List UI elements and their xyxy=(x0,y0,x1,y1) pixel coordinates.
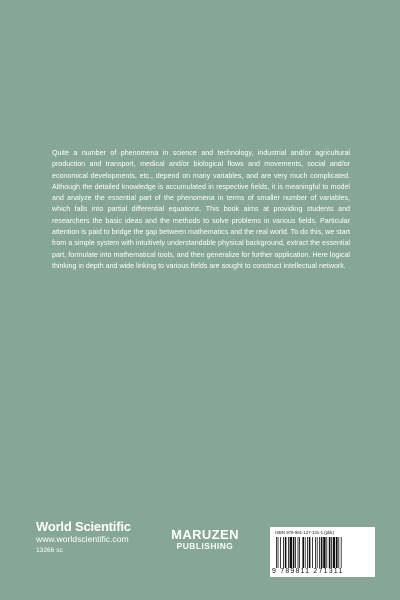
cover-blurb: Quite a number of phenomena in science and technology, industrial and/or agricultural production and transport, medical and/or biological flows and movements, social and/or economical developments, etc., depend on many variables, and are very much complicated. Although the detailed knowledge is accumulated in respective fields, it is meaningful to model and analyze the essential part of the phenomena in terms of smaller number of variables, which falls into partial differential equations. This book aims at providing students and researchers the basic ideas and the methods to solve problems in various fields. Particular attention is paid to bridge the gap between mathematics and the real world. To do this, we start from a simple system with intuitively understandable physical background, extract the essential part, formulate into mathematical tools, and then generalize for further application. Here logical thinking in depth and wide linking to various fields are sought to construct intellectual network. xyxy=(52,149,350,270)
barcode-digits: 9 789811 271311 xyxy=(272,568,344,575)
world-scientific-logo xyxy=(36,519,166,555)
maruzen-publishing-logo xyxy=(163,528,247,552)
barcode-icon xyxy=(276,537,369,568)
isbn-barcode-panel xyxy=(270,527,375,577)
isbn-label: ISBN 978-981-127-131-1 (pbk) xyxy=(275,530,334,535)
publisher-url: www.worldscientific.com xyxy=(36,534,129,544)
product-code: 13266 sc xyxy=(36,547,63,554)
publisher-name: World Scientific xyxy=(36,519,131,534)
co-publisher-subtitle: PUBLISHING xyxy=(176,541,234,551)
co-publisher-name: MARUZEN xyxy=(171,527,239,542)
